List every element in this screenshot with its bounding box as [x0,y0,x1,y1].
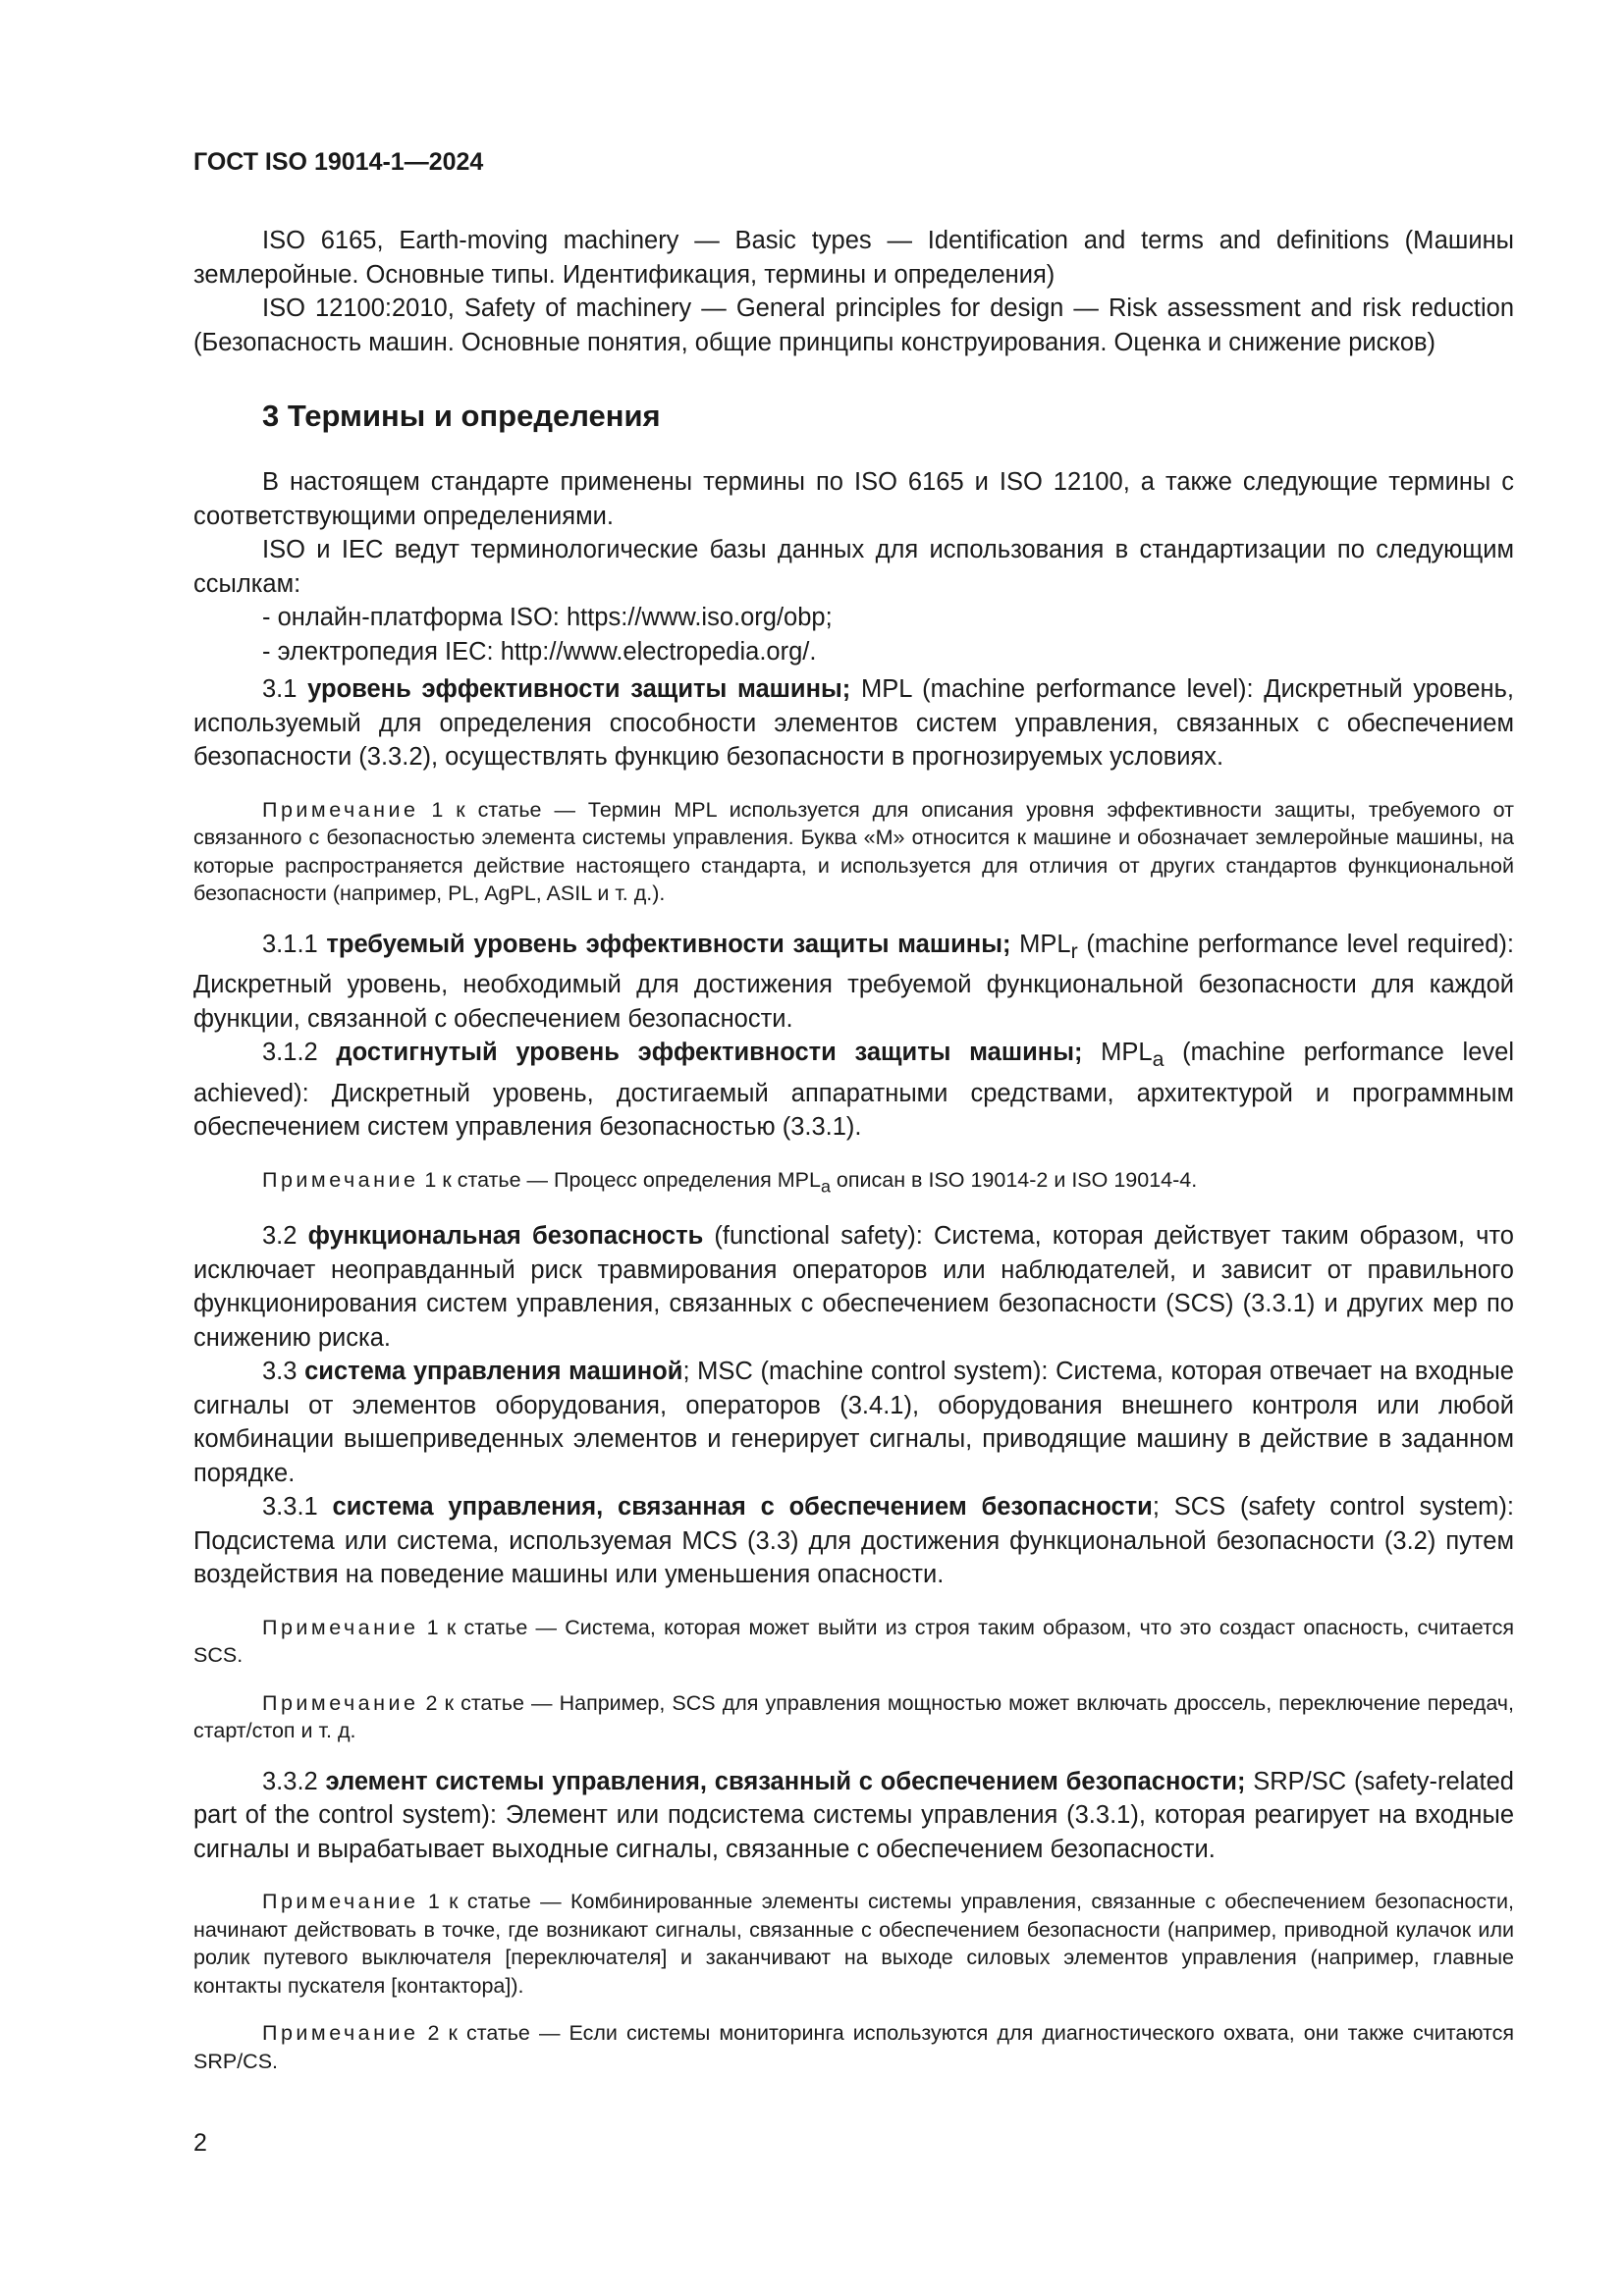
note-text: 1 к статье — Процесс определения MPL [418,1167,821,1192]
normative-reference-iso-12100: ISO 12100:2010, Safety of machinery — General principles for design — Risk assessment and risk reduction (Безопасность машин. Основные понятия, общие принципы конструирования. Оценка и снижение рисков) [193,294,1514,356]
section-intro: В настоящем стандарте применены термины по ISO 6165 и ISO 12100, а также следующие термины с соответствующими определениями. [193,468,1514,530]
normative-reference-iso-6165: ISO 6165, Earth-moving machinery — Basic types — Identification and terms and definitions (Машины землеройные. Основные типы. Идентификация, термины и определения) [193,227,1514,289]
note-3-3-2-1 [193,1888,1514,2000]
term-abbreviation: MPL [1082,1039,1153,1067]
note-text: 1 к статье — Система, которая может выйти из строя таким образом, что это создаст опасность, считается SCS. [193,1615,1514,1668]
page-number: 2 [193,2129,207,2157]
note-label: Примечание [262,797,419,822]
term-name: достигнутый уровень эффективности защиты машины; [336,1039,1083,1067]
term-abbreviation-subscript: r [1070,938,1078,963]
term-entry-3-3 [193,1355,1514,1490]
note-label: Примечание [262,1890,419,1914]
document-header: ГОСТ ISO 19014-1—2024 [193,148,484,176]
term-number: 3.1 [262,675,308,703]
term-name: система управления машиной [304,1358,683,1386]
term-number: 3.3.1 [262,1493,333,1522]
term-entry-3-3-2 [193,1765,1514,1867]
note-3-3-1-2 [193,1689,1514,1745]
term-number: 3.3 [262,1358,305,1386]
term-definition: (machine performance level required): Дискретный уровень, необходимый для достижения требуемой функциональной безопасности для каждой функции, связанной с обеспечением безопасности. [193,930,1514,1033]
term-name: элемент системы управления, связанный с обеспечением безопасности; [325,1767,1246,1795]
note-text: 1 к статье — Комбинированные элементы системы управления, связанные с обеспечением безопасности, начинают действовать в точке, где возникают сигналы, связанные с обеспечением безопасности (например, приводной кулачок или ролик путевого выключателя [переключателя] и заканчивают на выходе силовых элементов управления (например, главные контакты пускателя [контактора]). [193,1890,1514,1998]
term-name: функциональная безопасность [307,1222,704,1251]
term-definition: ; SCS (safety control system): Подсистема или система, используемая MCS (3.3) для достижения функциональной безопасности (3.2) путем воздействия на поведение машины или уменьшения опасности. [193,1493,1514,1589]
term-entry-3-2 [193,1219,1514,1355]
term-definition: (machine performance level achieved): Дискретный уровень, достигаемый аппаратными средствами, архитектурой и программным обеспечением систем управления безопасностью (3.3.1). [193,1039,1514,1142]
section-title: 3 Термины и определения [262,399,661,433]
note-3-3-2-2 [193,2019,1514,2075]
note-label: Примечание [262,1690,419,1715]
note-text: 2 к статье — Например, SCS для управления мощностью может включать дроссель, переключение передач, старт/стоп и т. д. [193,1690,1514,1743]
term-number: 3.1.2 [262,1039,337,1067]
note-label: Примечание [262,1615,419,1639]
term-number: 3.3.2 [262,1767,326,1795]
term-abbreviation-subscript: a [1152,1047,1164,1072]
note-text: 1 к статье — Термин MPL используется для описания уровня эффективности защиты, требуемого от связанного с безопасностью элемента системы управления. Буква «М» относится к машине и обозначает землеройные машины, на которые распространяется действие настоящего стандарта, и используется для отличия от других стандартов функциональной безопасности (например, PL, AgPL, ASIL и т. д.). [193,797,1514,905]
term-entry-3-3-1 [193,1490,1514,1592]
list-item-electropedia: - электропедия IEC: http://www.electropedia.org/. [262,637,817,666]
note-3-1-2 [193,1166,1514,1201]
term-name: требуемый уровень эффективности защиты машины; [326,930,1011,958]
note-text-tail: описан в ISO 19014-2 и ISO 19014-4. [830,1167,1198,1192]
term-definition: ; MSC (machine control system): Система, которая отвечает на входные сигналы от элементов оборудования, операторов (3.4.1), оборудования внешнего контроля или любой комбинации вышеприведенных элементов и генерирует сигналы, приводящие машину в действие в заданном порядке. [193,1358,1514,1487]
term-name: система управления, связанная с обеспечением безопасности [332,1493,1153,1522]
note-label: Примечание [262,2021,419,2046]
term-abbreviation: MPL [1010,930,1071,958]
note-subscript: a [820,1175,831,1196]
term-entry-3-1-2 [193,1036,1514,1145]
term-number: 3.2 [262,1222,308,1251]
term-name: уровень эффективности защиты машины; [307,675,851,703]
term-definition: (functional safety): Система, которая действует таким образом, что исключает неоправданный риск травмирования операторов или наблюдателей, и зависит от правильного функционирования систем управления, связанных с обеспечением безопасности (SCS) (3.3.1) и других мер по снижению риска. [193,1222,1514,1352]
term-entry-3-1-1 [193,928,1514,1037]
term-number: 3.1.1 [262,930,327,958]
terminology-databases-intro: ISO и IEC ведут терминологические базы данных для использования в стандартизации по следующим ссылкам: [193,536,1514,598]
note-text: 2 к статье — Если системы мониторинга используются для диагностического охвата, они также считаются SRP/CS. [193,2021,1514,2073]
term-definition: SRP/SC (safety-related part of the control system): Элемент или подсистема системы управления (3.3.1), которая реагирует на входные сигналы и вырабатывает выходные сигналы, связанные с обеспечением безопасности. [193,1767,1514,1863]
list-item-iso-obp: - онлайн-платформа ISO: https://www.iso.org/obp; [262,604,833,631]
document-page [193,147,1514,2095]
term-definition: MPL (machine performance level): Дискретный уровень, используемый для определения способности элементов систем управления, связанных с обеспечением безопасности (3.3.2), осуществлять функцию безопасности в прогнозируемых условиях. [193,675,1514,771]
note-label: Примечание [262,1167,419,1192]
note-3-3-1-1 [193,1614,1514,1670]
note-3-1 [193,796,1514,908]
term-entry-3-1 [193,672,1514,774]
